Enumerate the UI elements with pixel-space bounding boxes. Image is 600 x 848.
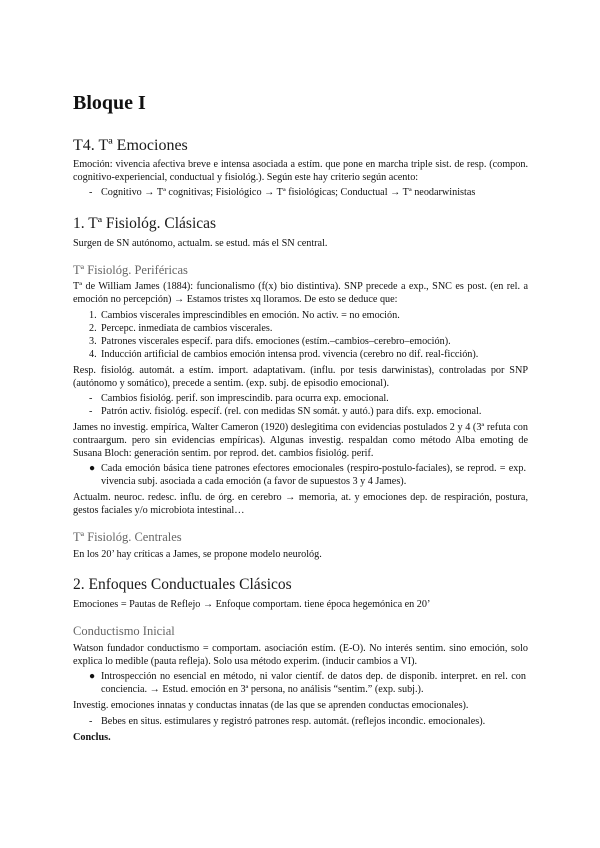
dash-item: Bebes en situs. estimulares y registró patrones resp. automát. (reflejos incondic. emocionales). bbox=[101, 716, 486, 727]
intro-bullet: Cognitivo → Tª cognitivas; Fisiológico → Tª fisiológicas; Conductual → Tª neodarwinistas bbox=[101, 187, 476, 198]
peripheral-title: Tª Fisiológ. Periféricas bbox=[73, 263, 188, 277]
numbered-item: Inducción artificial de cambios emoción intensa prod. vivencia (cerebro no dif. real-ficción). bbox=[101, 349, 479, 360]
dash-item: Cambios fisiológ. perif. son imprescindib. para ocurra exp. emocional. bbox=[101, 393, 389, 404]
conductismo-title: Conductismo Inicial bbox=[73, 624, 175, 638]
numbered-item: Patrones viscerales específ. para difs. emociones (estím.–cambios–cerebro–emoción). bbox=[101, 336, 451, 347]
dash-marker: - bbox=[89, 187, 93, 198]
numbered-item: Cambios viscerales imprescindibles en emoción. No activ. = no emoción. bbox=[101, 310, 400, 321]
list-number: 1. bbox=[89, 310, 97, 321]
dash-marker: - bbox=[89, 406, 93, 417]
resp-paragraph: Resp. fisiológ. automát. a estím. import. adaptativam. (influ. por tesis darwinistas), controladas por SNP (autónomo y somático), precede a sentim. (exp. subj. de episodio emocional). bbox=[73, 365, 528, 389]
section-1-text: Surgen de SN autónomo, actualm. se estud. más el SN central. bbox=[73, 238, 328, 249]
actualm-paragraph: Actualm. neuroc. redesc. influ. de órg. en cerebro → memoria, at. y emociones dep. de respiración, postura, gestos faciales y/o microbiota intestinal… bbox=[73, 492, 528, 516]
section-1-title: 1. Tª Fisiológ. Clásicas bbox=[73, 215, 217, 232]
section-2-text: Emociones = Pautas de Reflejo → Enfoque comportam. tiene época hegemónica en 20’ bbox=[73, 599, 431, 610]
watson-paragraph: Watson fundador conductismo = comportam. asociación estím. (E-O). No interés sentim. sino emoción, solo explica lo medible (pauta refleja). Solo usa método experim. (inducir cambios a VI). bbox=[73, 643, 528, 667]
james-critique-paragraph: James no investig. empírica, Walter Cameron (1920) deslegitima con evidencias postulados 2 y 4 (3ª refuta con contraargum. pero sin evidencias empíricas). Algunas investig. respaldan como método Alba emoting de Susana Bloch: generación sentim. por reprod. det. cambios fisiológ. perif. bbox=[73, 422, 528, 459]
numbered-item: Percepc. inmediata de cambios viscerales. bbox=[101, 323, 273, 334]
section-2-title: 2. Enfoques Conductuales Clásicos bbox=[73, 576, 292, 593]
list-number: 2. bbox=[89, 323, 97, 334]
bullet-item: Cada emoción básica tiene patrones efectores emocionales (respiro-postulo-faciales), se reprod. = exp. vivencia subj. asociada a cada emoción (a favor de supuestos 3 y 4 James). bbox=[101, 463, 526, 487]
central-title: Tª Fisiológ. Centrales bbox=[73, 530, 182, 544]
bullet-marker: ● bbox=[89, 463, 96, 474]
dash-item: Patrón activ. fisiológ. específ. (rel. con medidas SN somát. y autó.) para difs. exp. emocional. bbox=[101, 406, 482, 417]
dash-marker: - bbox=[89, 716, 93, 727]
bullet-marker: ● bbox=[89, 671, 96, 682]
james-theory-paragraph: Tª de William James (1884): funcionalismo (f(x) bio distintiva). SNP precede a exp., SNC es post. (en rel. a emoción no percepción) → Estamos tristes xq lloramos. De esto se deduce que: bbox=[73, 281, 528, 305]
block-title: Bloque I bbox=[73, 92, 146, 114]
topic-title: T4. Tª Emociones bbox=[73, 137, 188, 154]
investig-paragraph: Investig. emociones innatas y conductas innatas (de las que se aprenden conductas emocionales). bbox=[73, 700, 469, 711]
list-number: 4. bbox=[89, 349, 97, 360]
bullet-item: Introspección no esencial en método, ni valor científ. de datos dep. de disponib. interpret. en rel. con conciencia. → Estud. emoción en 3ª persona, no análisis “sentim.” (exp. subj.). bbox=[101, 671, 526, 695]
list-number: 3. bbox=[89, 336, 97, 347]
intro-paragraph: Emoción: vivencia afectiva breve e intensa asociada a estím. que pone en marcha triple sist. de resp. (compon. cognitivo-experiencial, conductual y fisiológ.). Según este hay criterio según acento: bbox=[73, 159, 528, 183]
central-text: En los 20’ hay críticas a James, se propone modelo neurológ. bbox=[73, 549, 322, 560]
dash-marker: - bbox=[89, 393, 93, 404]
conclusion-label: Conclus. bbox=[73, 732, 111, 743]
